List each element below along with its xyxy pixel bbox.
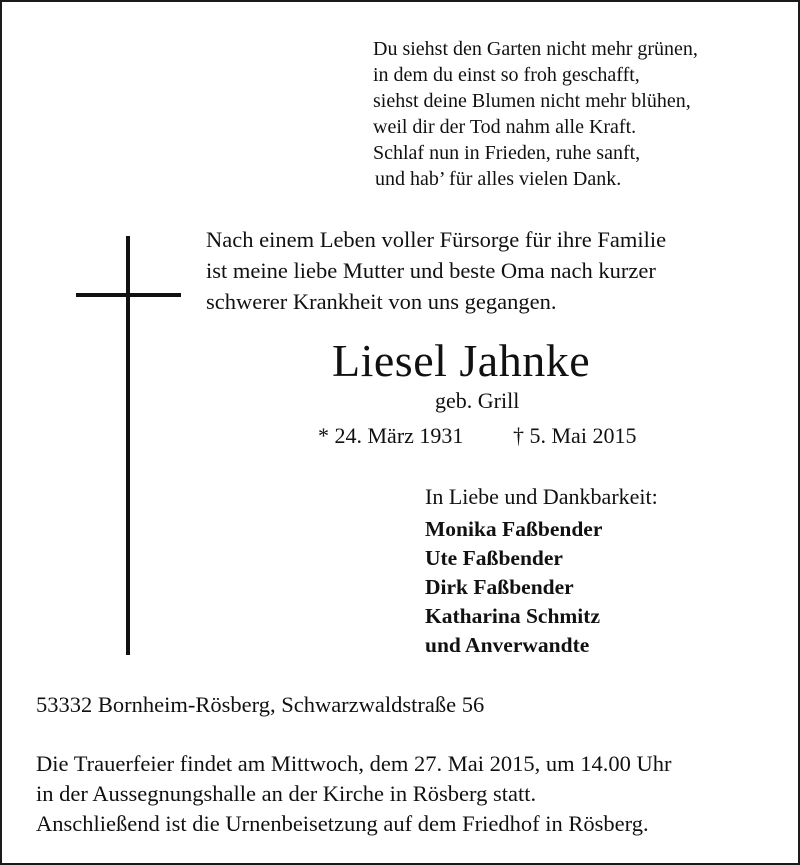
intro-text [206, 224, 786, 317]
mourner-name: Katharina Schmitz [425, 604, 600, 628]
service-info [36, 749, 776, 839]
mourners-list [425, 515, 602, 660]
poem-line: in dem du einst so froh geschafft, [373, 64, 640, 86]
deceased-name: Liesel Jahnke [332, 335, 591, 386]
memorial-poem [373, 36, 773, 192]
intro-line: ist meine liebe Mutter und beste Oma nach kurzer [206, 258, 656, 283]
intro-line: schwerer Krankheit von uns gegangen. [206, 289, 557, 314]
poem-line: siehst deine Blumen nicht mehr blühen, [373, 90, 691, 112]
service-line: Anschließend ist die Urnenbeisetzung auf dem Friedhof in Rösberg. [36, 811, 649, 836]
poem-line: Schlaf nun in Frieden, ruhe sanft, [373, 142, 641, 164]
service-line: in der Aussegnungshalle an der Kirche in Rösberg statt. [36, 781, 537, 806]
address: 53332 Bornheim-Rösberg, Schwarzwaldstraße 56 [36, 692, 485, 717]
birth-name: geb. Grill [435, 388, 520, 413]
mourner-name: Dirk Faßbender [425, 575, 574, 599]
mourner-name: und Anverwandte [425, 633, 590, 657]
death-date: † 5. Mai 2015 [513, 423, 637, 448]
cross-icon [126, 236, 130, 655]
birth-date: * 24. März 1931 [318, 423, 464, 448]
gratitude-line: In Liebe und Dankbarkeit: [425, 484, 658, 509]
service-line: Die Trauerfeier findet am Mittwoch, dem 27. Mai 2015, um 14.00 Uhr [36, 751, 672, 776]
poem-line: Du siehst den Garten nicht mehr grünen, [373, 38, 698, 60]
poem-line: und hab’ für alles vielen Dank. [375, 168, 622, 190]
poem-line: weil dir der Tod nahm alle Kraft. [373, 116, 637, 138]
mourner-name: Ute Faßbender [425, 546, 563, 570]
mourner-name: Monika Faßbender [425, 517, 603, 541]
cross-icon-crossbar [76, 293, 181, 297]
intro-line: Nach einem Leben voller Fürsorge für ihre Familie [206, 227, 667, 252]
